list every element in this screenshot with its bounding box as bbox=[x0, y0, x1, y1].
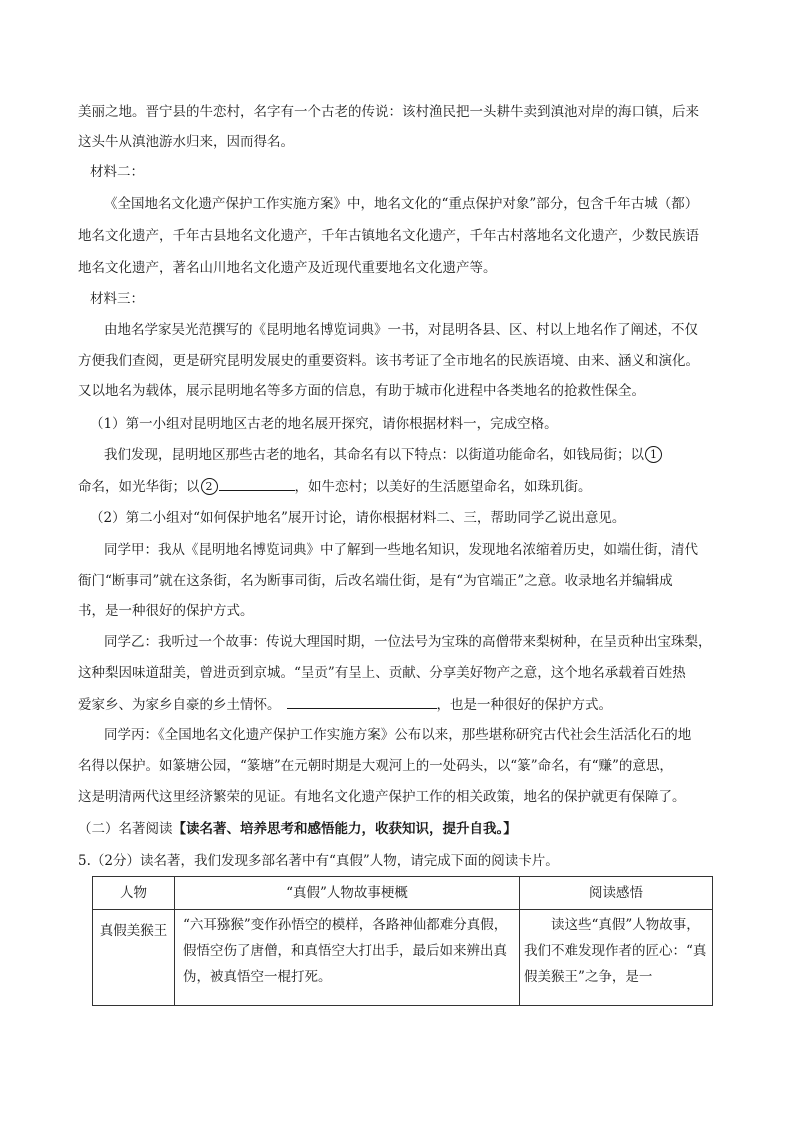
material2-text-line-3: 地名文化遗产，著名山川地名文化遗产及近现代重要地名文化遗产等。 bbox=[78, 260, 497, 276]
student-yi-line-1: 同学乙：我听过一个故事：传说大理国时期，一位法号为宝珠的高僧带来梨树种，在呈贡种出宝珠梨， bbox=[104, 634, 712, 650]
material3-text-line-2: 方便我们查阅，更是研究昆明发展史的重要资料。该书考证了全市地名的民族语境、由来、涵义和演化。 bbox=[78, 353, 699, 369]
answer-text: 命名，如光华街；以 bbox=[78, 479, 200, 495]
student-jia-line-3: 书，是一种很好的保护方式。 bbox=[78, 603, 254, 619]
student-bing-line-2: 名得以保护。如篆塘公园，“篆塘”在元朝时期是大观河上的一处码头，以“篆”命名，有“赚”的意思， bbox=[78, 758, 673, 774]
reading-card-table bbox=[92, 876, 713, 1006]
material2-text-line-2: 地名文化遗产，千年古县地名文化遗产，千年古镇地名文化遗产，千年古村落地名文化遗产，少数民族语 bbox=[78, 228, 699, 244]
answer-text: 我们发现，昆明地区那些古老的地名，其命名有以下特点：以街道功能命名，如钱局街；以 bbox=[104, 447, 644, 463]
yi-text: ，也是一种很好的保护方式。 bbox=[436, 697, 612, 713]
header-person: 人物 bbox=[93, 877, 175, 910]
material1-text-line-1: 美丽之地。晋宁县的牛恋村，名字有一个古老的传说：该村渔民把一头耕牛卖到滇池对岸的海口镇，后来 bbox=[78, 104, 699, 120]
question-1-answer-line-2 bbox=[78, 476, 718, 496]
table-row bbox=[93, 910, 713, 1006]
cell-insight[interactable]: 读这些“真假”人物故事，我们不难发现作者的匠心：“真假美猴王”之争，是一 bbox=[520, 910, 713, 1006]
material2-heading: 材料二： bbox=[90, 164, 144, 180]
opinion-answer-blank[interactable] bbox=[287, 694, 437, 709]
section-2-title: （二）名著阅读 bbox=[78, 821, 173, 837]
question-1-answer-line-1 bbox=[104, 445, 744, 465]
header-story: “真假”人物故事梗概 bbox=[175, 877, 520, 910]
answer-blank-2[interactable] bbox=[219, 476, 295, 491]
material3-text-line-3: 又以地名为载体，展示昆明地名等多方面的信息，有助于城市化进程中各类地名的抢救性保全。 bbox=[78, 383, 645, 399]
question-1-prompt: （1）第一小组对昆明地区古老的地名展开探究，请你根据材料一，完成空格。 bbox=[90, 416, 558, 432]
student-yi-line-2: 这种梨因味道甜美，曾进贡到京城。“呈贡”有呈上、贡献、分享美好物产之意，这个地名承载着百姓热 bbox=[78, 665, 686, 681]
section-2-heading bbox=[78, 819, 718, 839]
student-bing-line-3: 这是明清两代这里经济繁荣的见证。有地名文化遗产保护工作的相关政策，地名的保护就更有保障了。 bbox=[78, 789, 686, 805]
student-jia-line-1: 同学甲：我从《昆明地名博览词典》中了解到一些地名知识，发现地名浓缩着历史，如端仕街，清代 bbox=[104, 542, 698, 558]
material2-text-line-1: 《全国地名文化遗产保护工作实施方案》中，地名文化的“重点保护对象”部分，包含千年古城（都） bbox=[104, 196, 699, 212]
blank-number-1-icon: 1 bbox=[645, 446, 662, 463]
material3-text-line-1: 由地名学家吴光范撰写的《昆明地名博览词典》一书，对昆明各县、区、村以上地名作了阐述，不仅 bbox=[104, 322, 698, 338]
material1-text-line-2: 这头牛从滇池游水归来，因而得名。 bbox=[78, 134, 294, 150]
student-jia-line-2: 衙门“断事司”就在这条街，名为断事司街，后改名端仕街，是有“为官端正”之意。收录地名并编辑成 bbox=[78, 573, 673, 589]
header-insight: 阅读感悟 bbox=[520, 877, 713, 910]
material3-heading: 材料三： bbox=[90, 291, 144, 307]
question-5-prompt: 5.（2分）读名著，我们发现多部名著中有“真假”人物，请完成下面的阅读卡片。 bbox=[78, 853, 559, 869]
cell-person: 真假美猴王 bbox=[93, 910, 175, 1006]
table-header-row bbox=[93, 877, 713, 910]
cell-story: “六耳猕猴”变作孙悟空的模样，各路神仙都难分真假，假悟空伤了唐僧，和真悟空大打出手，最后如来辨出真伪，被真悟空一棍打死。 bbox=[175, 910, 520, 1006]
yi-text: 爱家乡、为家乡自豪的乡土情怀。 bbox=[78, 697, 281, 713]
question-2-prompt: （2）第二小组对“如何保护地名”展开讨论，请你根据材料二、三，帮助同学乙说出意见。 bbox=[90, 510, 626, 526]
student-bing-line-1: 同学丙：《全国地名文化遗产保护工作实施方案》公布以来，那些堪称研究古代社会生活活化石的地 bbox=[104, 727, 692, 743]
student-yi-line-3 bbox=[78, 694, 718, 714]
answer-text: ，如牛恋村；以美好的生活愿望命名，如珠玑街。 bbox=[294, 479, 592, 495]
section-2-subtitle: 【读名著、培养思考和感悟能力，收获知识，提升自我。】 bbox=[172, 821, 517, 837]
blank-number-2-icon: 2 bbox=[201, 478, 218, 495]
